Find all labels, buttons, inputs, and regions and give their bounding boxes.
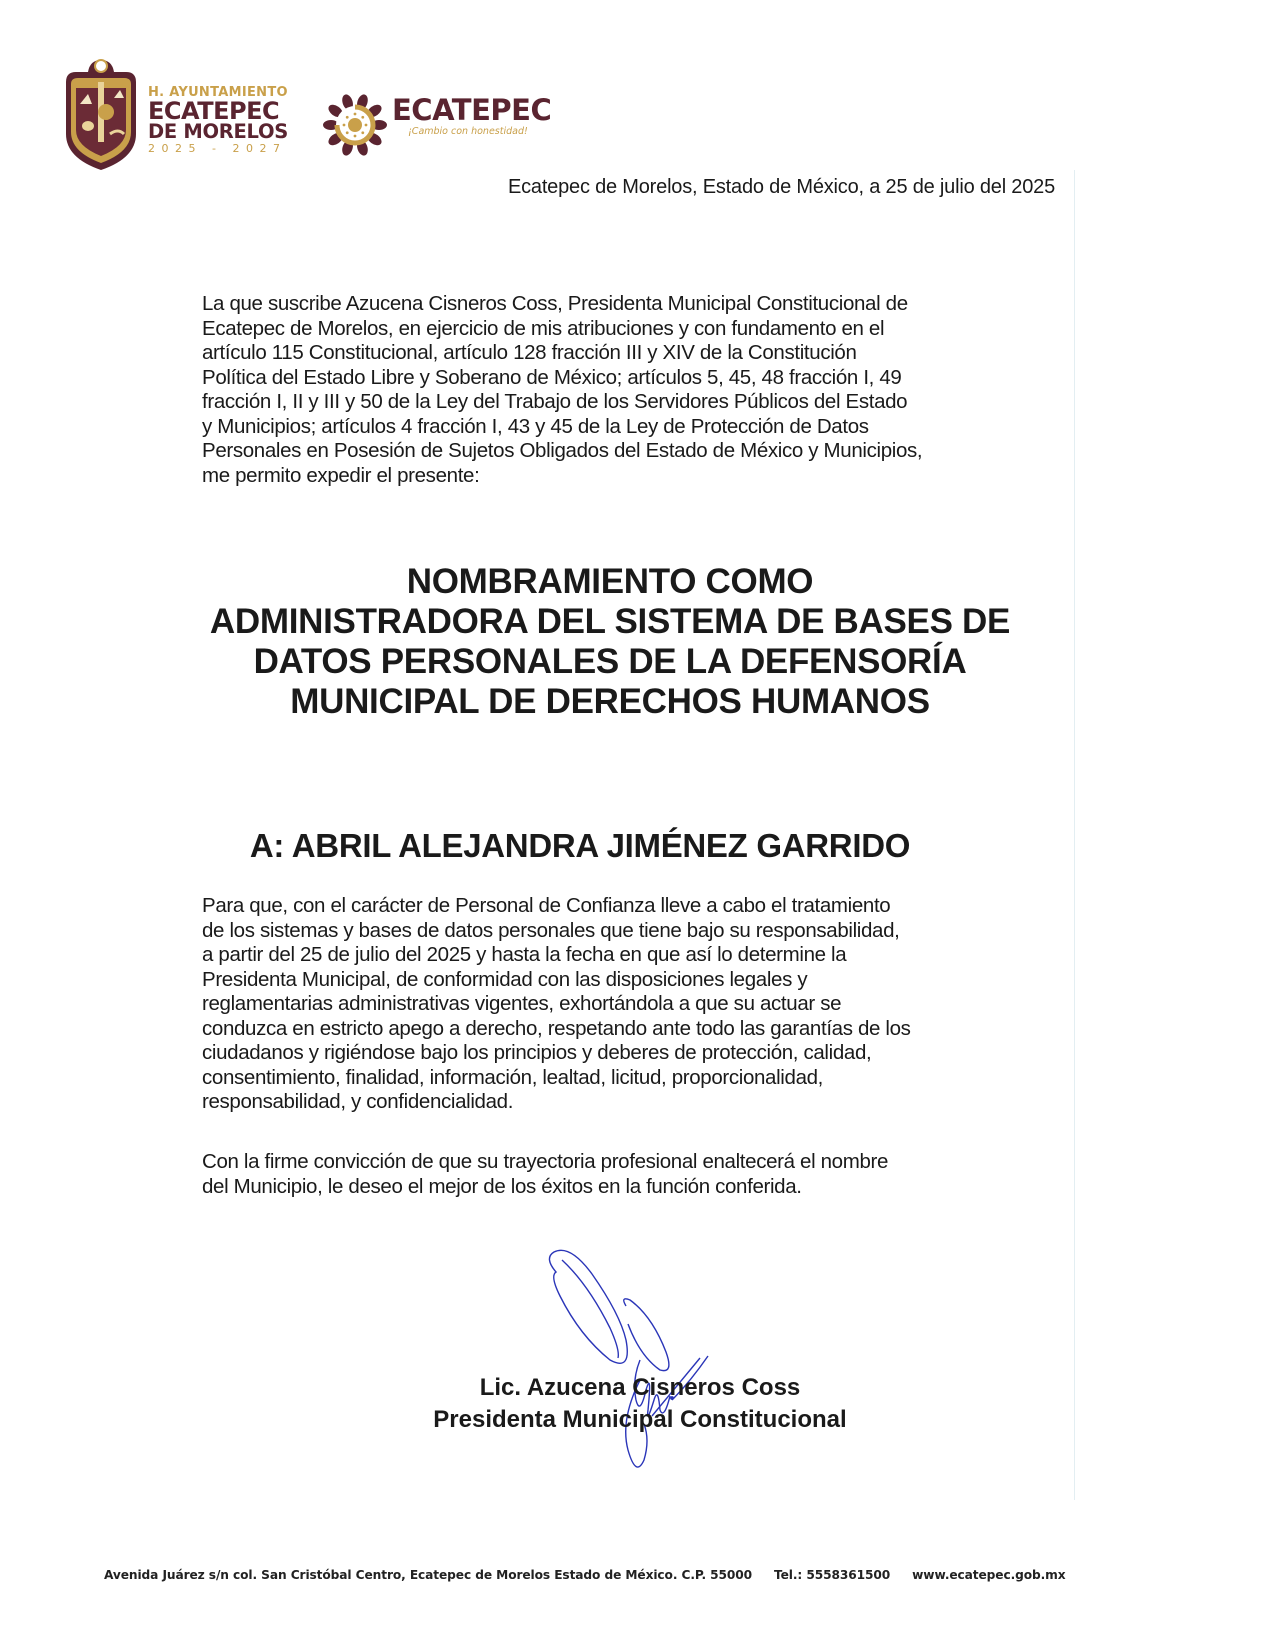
paragraph-line: ciudadanos y rigiéndose bajo los principios y deberes de protección, calidad, xyxy=(202,1041,872,1064)
flower-dot xyxy=(346,116,349,119)
flower-dot xyxy=(361,116,364,119)
handwritten-signature xyxy=(540,1240,740,1485)
municipality-subname: DE MORELOS xyxy=(148,120,288,143)
paragraph-line: La que suscribe Azucena Cisneros Coss, Presidenta Municipal Constitucional de xyxy=(202,292,908,315)
paragraph-line: a partir del 25 de julio del 2025 y hasta la fecha en que así lo determine la xyxy=(202,943,847,966)
title-line: DATOS PERSONALES DE LA DEFENSORÍA xyxy=(253,642,967,681)
footer-website[interactable]: www.ecatepec.gob.mx xyxy=(912,1568,1066,1582)
signature-block xyxy=(300,1372,980,1436)
paragraph-line: del Municipio, le deseo el mejor de los éxitos en la función conferida. xyxy=(202,1174,802,1198)
paragraph-line: Para que, con el carácter de Personal de Confianza lleve a cabo el tratamiento xyxy=(202,894,891,917)
brand-logo-text xyxy=(392,94,551,138)
signer-name: Lic. Azucena Cisneros Coss xyxy=(479,1374,801,1401)
flower-dot xyxy=(365,124,368,127)
title-line: MUNICIPAL DE DERECHOS HUMANOS xyxy=(290,682,930,721)
flower-dot xyxy=(354,113,357,116)
ayuntamiento-label: H. AYUNTAMIENTO xyxy=(148,85,288,100)
intro-paragraph xyxy=(202,292,1055,488)
ecatepec-flower-logo xyxy=(322,92,388,158)
paragraph-line: fracción I, II y III y 50 de la Ley del Trabajo de los Servidores Públicos del Estado xyxy=(202,390,908,413)
flower-dot xyxy=(346,131,349,134)
paragraph-line: Personales en Posesión de Sujetos Obligados del Estado de México y Municipios, xyxy=(202,439,923,462)
title-line: ADMINISTRADORA DEL SISTEMA DE BASES DE xyxy=(209,602,1011,641)
administration-years: 2025 - 2027 xyxy=(148,142,287,155)
paragraph-line: consentimiento, finalidad, información, lealtad, licitud, proporcionalidad, xyxy=(202,1065,824,1089)
municipal-shield-logo xyxy=(58,54,144,174)
paragraph-line: Presidenta Municipal, de conformidad con las disposiciones legales y xyxy=(202,967,808,991)
scan-edge-line xyxy=(1074,170,1075,1500)
paragraph-line: reglamentarias administrativas vigentes, exhortándola a que su actuar se xyxy=(202,992,842,1015)
document-date: Ecatepec de Morelos, Estado de México, a 25 de julio del 2025 xyxy=(507,176,1055,198)
title-line: NOMBRAMIENTO COMO xyxy=(406,562,814,601)
paragraph-line: Política del Estado Libre y Soberano de México; artículos 5, 45, 48 fracción I, 49 xyxy=(202,365,902,389)
closing-paragraph xyxy=(202,1150,1055,1199)
paragraph-line: y Municipios; artículos 4 fracción I, 43 y 45 de la Ley de Protección de Datos xyxy=(202,414,869,438)
signer-position: Presidenta Municipal Constitucional xyxy=(433,1406,847,1433)
paragraph-line: conduzca en estricto apego a derecho, respetando ante todo las garantías de los xyxy=(202,1016,911,1040)
appointment-title xyxy=(160,562,1060,722)
flower-dot xyxy=(354,135,357,138)
footer-phone: Tel.: 5558361500 xyxy=(774,1568,891,1582)
paragraph-line: Con la firme convicción de que su trayectoria profesional enaltecerá el nombre xyxy=(202,1150,889,1173)
letterhead-footer xyxy=(104,1568,1088,1582)
paragraph-line: Ecatepec de Morelos, en ejercicio de mis atribuciones y con fundamento en el xyxy=(202,316,885,340)
paragraph-line: me permito expedir el presente: xyxy=(202,463,480,487)
brand-tagline: ¡Cambio con honestidad! xyxy=(408,126,528,137)
recipient-name: A: ABRIL ALEJANDRA JIMÉNEZ GARRIDO xyxy=(249,827,911,864)
paragraph-line: de los sistemas y bases de datos personales que tiene bajo su responsabilidad, xyxy=(202,918,900,942)
paragraph-line: responsabilidad, y confidencialidad. xyxy=(202,1090,514,1113)
brand-name: ECATEPEC xyxy=(392,93,552,127)
municipality-name: ECATEPEC xyxy=(148,97,280,125)
paragraph-line: artículo 115 Constitucional, artículo 128 fracción III y XIV de la Constitución xyxy=(202,341,857,364)
flower-dot xyxy=(343,124,346,127)
municipal-logo-text xyxy=(148,86,288,155)
flower-dot xyxy=(361,131,364,134)
footer-address: Avenida Juárez s/n col. San Cristóbal Centro, Ecatepec de Morelos Estado de México. C.P. 55000 xyxy=(104,1568,753,1582)
body-paragraph xyxy=(202,894,1055,1115)
